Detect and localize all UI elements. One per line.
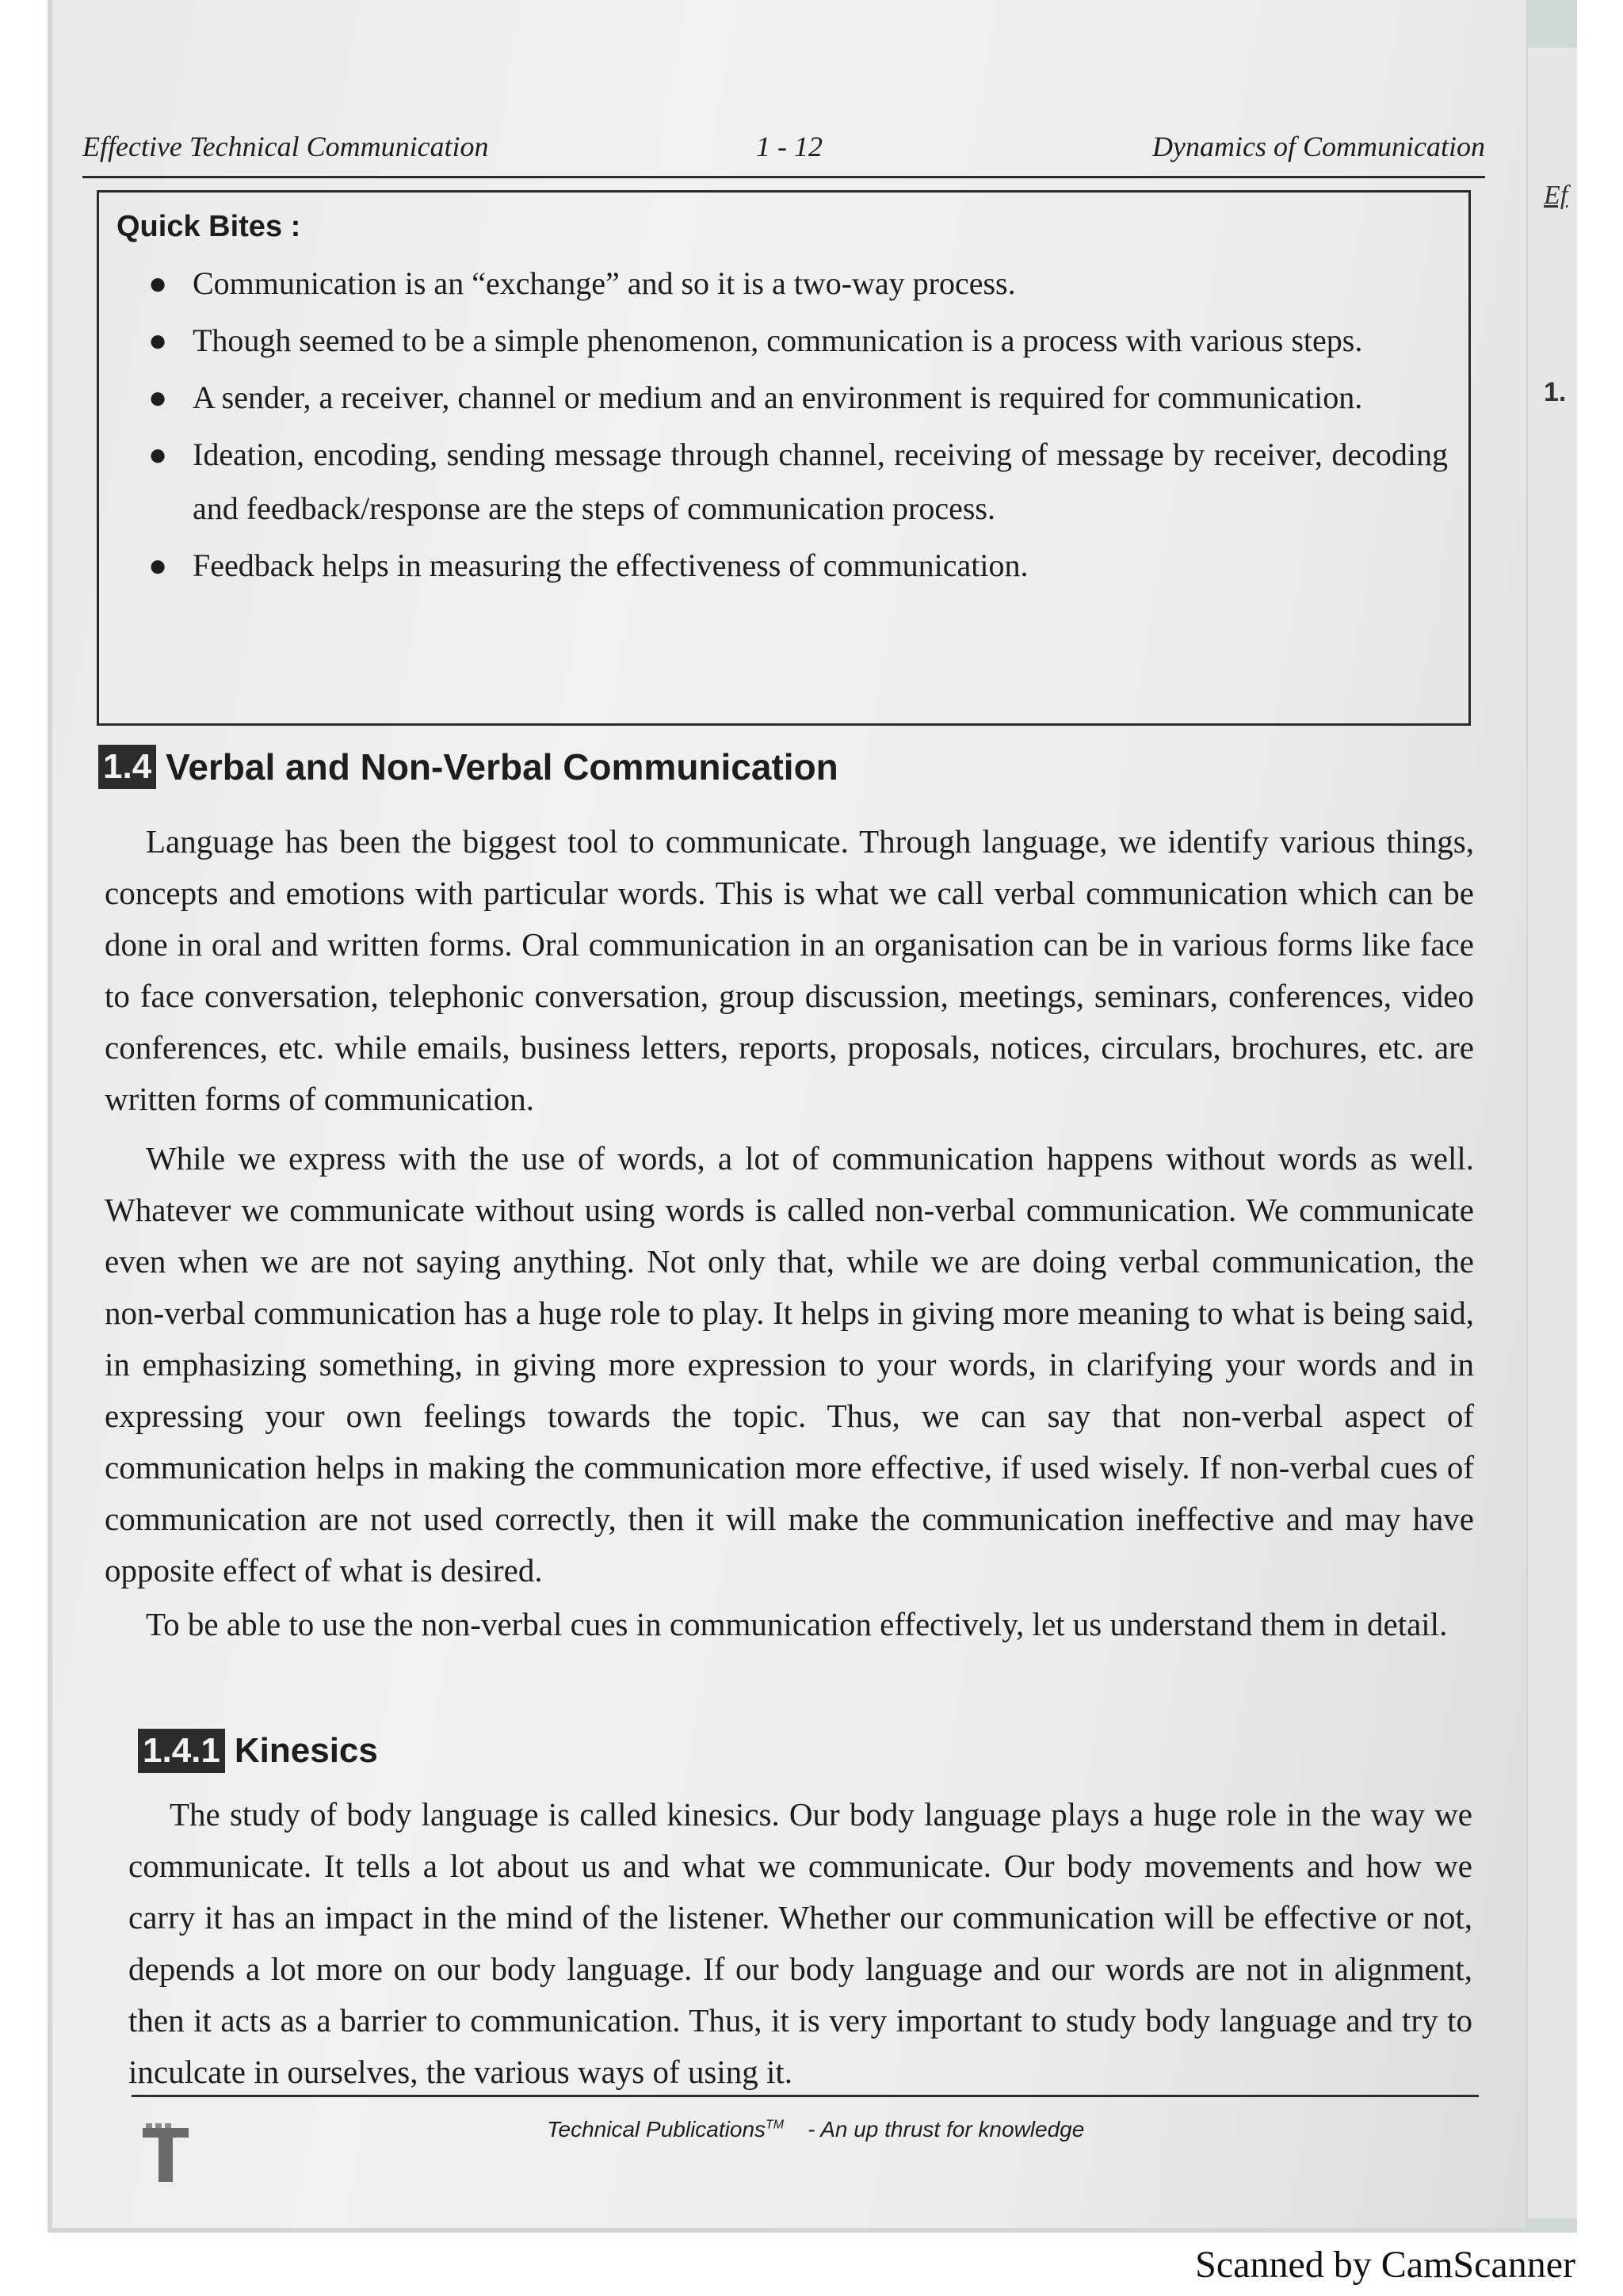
adjacent-header-fragment: Ef bbox=[1544, 181, 1568, 210]
body-paragraph: To be able to use the non-verbal cues in communication effectively, let us understand them in detail. bbox=[146, 1606, 1448, 1642]
publisher-logo-icon bbox=[141, 2123, 190, 2185]
quick-bite-text: Ideation, encoding, sending message through channel, receiving of message by receiver, decoding and feedback/response are the steps of communication process. bbox=[193, 437, 1448, 526]
section-number: 1.4 bbox=[98, 745, 156, 789]
list-item bbox=[116, 428, 1448, 536]
header-chapter-title: Dynamics of Communication bbox=[1152, 131, 1485, 162]
adjacent-section-fragment: 1. bbox=[1544, 377, 1567, 407]
quick-bites-list bbox=[116, 257, 1448, 593]
bullet-icon: ● bbox=[148, 322, 168, 358]
adjacent-page-edge bbox=[1528, 48, 1577, 2218]
book-page bbox=[52, 0, 1526, 2228]
subsection-title: Kinesics bbox=[234, 1731, 378, 1770]
trademark-mark: TM bbox=[766, 2118, 785, 2132]
bullet-icon: ● bbox=[148, 265, 168, 301]
list-item bbox=[116, 371, 1448, 425]
header-page-number: 1 - 12 bbox=[756, 131, 823, 162]
body-paragraph: While we express with the use of words, a lot of communication happens without words as well. Whatever we communicate without using words is called non-verbal communication. We communicate even when we are not saying anything. Not only that, while we are doing verbal communication, the non-verbal communication has a huge role to play. It helps in giving more meaning to what is being said, in emphasizing something, in giving more expression to your words, in clarifying your words and in expressing your own feelings towards the topic. Thus, we can say that non-verbal aspect of communication helps in making the communication more effective, if used wisely. If non-verbal cues of communication are not used correctly, then it will make the communication ineffective and may have opposite effect of what is desired. bbox=[105, 1140, 1474, 1589]
list-item bbox=[116, 257, 1448, 311]
quick-bite-text: Though seemed to be a simple phenomenon, communication is a process with various steps. bbox=[193, 322, 1363, 358]
quick-bites-box bbox=[97, 190, 1471, 726]
list-item bbox=[116, 539, 1448, 593]
footer-publisher bbox=[547, 2117, 1084, 2142]
header-book-title: Effective Technical Communication bbox=[82, 131, 489, 162]
body-paragraph: Language has been the biggest tool to communicate. Through language, we identify various things, concepts and emotions with particular words. This is what we call verbal communication which can be done in oral and written forms. Oral communication in an organisation can be in various forms like face to face conversation, telephonic conversation, group discussion, meetings, seminars, conferences, video conferences, etc. while emails, business letters, reports, proposals, notices, circulars, brochures, etc. are written forms of communication. bbox=[105, 823, 1474, 1117]
bullet-icon: ● bbox=[148, 547, 168, 583]
section-heading bbox=[98, 742, 838, 792]
subsection-number: 1.4.1 bbox=[138, 1729, 225, 1773]
quick-bite-text: A sender, a receiver, channel or medium and an environment is required for communication. bbox=[193, 379, 1363, 415]
subsection-heading bbox=[138, 1727, 378, 1775]
scanner-watermark: Scanned by CamScanner bbox=[1195, 2244, 1575, 2286]
running-header bbox=[82, 127, 1485, 178]
bullet-icon: ● bbox=[148, 379, 168, 415]
publisher-name: Technical Publications bbox=[547, 2117, 766, 2142]
list-item bbox=[116, 314, 1448, 368]
quick-bite-text: Feedback helps in measuring the effectiveness of communication. bbox=[193, 547, 1029, 583]
quick-bites-title: Quick Bites : bbox=[116, 210, 301, 243]
publisher-tagline: - An up thrust for knowledge bbox=[808, 2117, 1085, 2142]
quick-bite-text: Communication is an “exchange” and so it is a two-way process. bbox=[193, 265, 1016, 301]
body-paragraph: The study of body language is called kinesics. Our body language plays a huge role in the way we communicate. It tells a lot about us and what we communicate. Our body movements and how we carry it has an impact in the mind of the listener. Whether our communication will be effective or not, depends a lot more on our body language. If our body language and our words are not in alignment, then it acts as a barrier to communication. Thus, it is very important to study body language and try to inculcate in ourselves, the various ways of using it. bbox=[128, 1796, 1472, 2090]
footer-rule bbox=[132, 2095, 1479, 2097]
bullet-icon: ● bbox=[148, 437, 168, 472]
section-title: Verbal and Non-Verbal Communication bbox=[166, 746, 838, 788]
